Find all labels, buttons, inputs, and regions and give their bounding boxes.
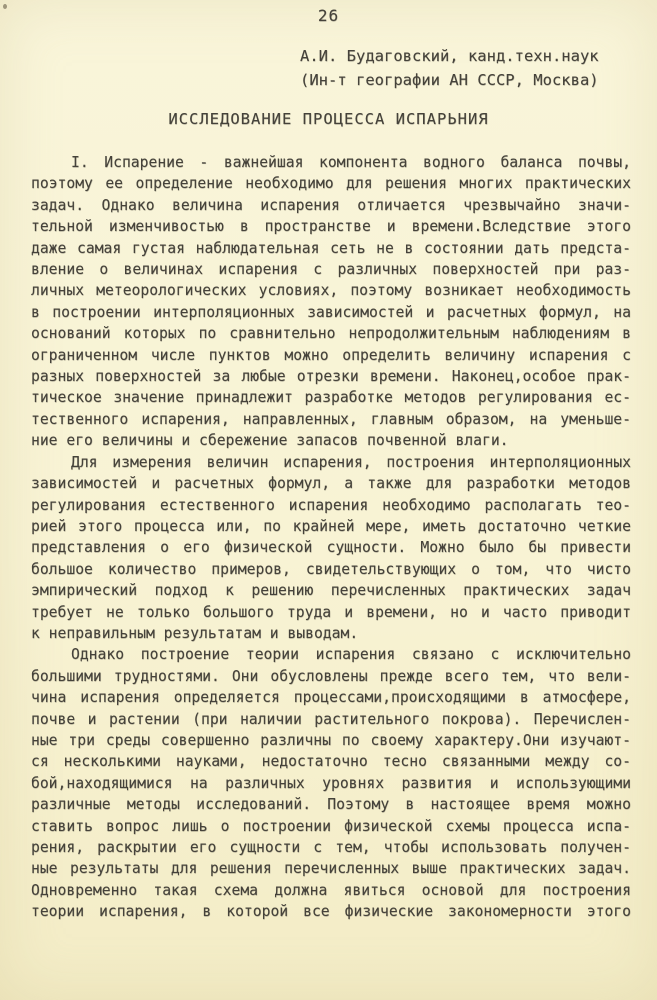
page-number: 26	[317, 6, 340, 25]
text-line: ставить вопрос лишь о построении физической схемы процесса испа-	[31, 817, 631, 835]
text-line: рией этого процесса или, по крайней мере, иметь достаточно четкие	[31, 517, 631, 535]
paragraph	[31, 152, 631, 452]
text-line: вление о величинах испарения с различных поверхностей при раз-	[31, 261, 631, 279]
author-affiliation: (Ин-т географии АН СССР, Москва)	[300, 71, 599, 89]
text-line: тественного испарения, направленных, главным образом, на уменьше-	[31, 410, 631, 428]
author-block	[300, 44, 599, 92]
paragraph	[31, 452, 631, 645]
document-title: ИССЛЕДОВАНИЕ ПРОЦЕССА ИСПАРЬНИЯ	[168, 110, 489, 128]
paragraph	[31, 644, 631, 922]
text-line: ограниченном числе пунктов можно определить величину испарения с	[31, 346, 631, 364]
text-line: эмпирический подход к решению перечисленных практических задач	[31, 582, 631, 600]
text-line: различные методы исследований. Поэтому в настоящее время можно	[31, 796, 631, 814]
text-line: регулирования естественного испарения необходимо располагать тео-	[31, 496, 631, 514]
text-line: в построении интерполяционных зависимостей и расчетных формул, на	[31, 303, 631, 321]
text-line: ные три среды совершенно различны по своему характеру.Они изучают-	[31, 731, 631, 749]
text-line: почве и растении (при наличии растительного покрова). Перечислен-	[31, 710, 631, 728]
text-line: зависимостей и расчетных формул, а также для разработки методов	[31, 475, 631, 493]
text-line: большими трудностями. Они обусловлены прежде всего тем, что вели-	[31, 667, 631, 685]
text-line: Одновременно такая схема должна явиться основой для построения	[31, 881, 631, 899]
document-body	[31, 152, 631, 923]
text-line: представления о его физической сущности. Можно было бы привести	[31, 539, 631, 557]
author-name: А.И. Будаговский, канд.техн.наук	[300, 47, 599, 65]
text-line: рения, раскрытии его сущности с тем, чтобы использовать получен-	[31, 839, 631, 856]
text-line: разных поверхностей за любые отрезки времени. Наконец,особое прак-	[31, 368, 631, 386]
text-line: личных метеорологических условиях, поэтому возникает необходимость	[31, 282, 631, 300]
text-line: теории испарения, в которой все физические закономерности этого	[31, 903, 631, 921]
text-line: бой,находящимися на различных уровнях развития и использующими	[31, 774, 631, 792]
text-line: Однако построение теории испарения связано с исключительно	[71, 646, 631, 664]
text-line: чина испарения определяется процессами,происходящими в атмосфере,	[31, 689, 631, 707]
text-line: даже самая густая наблюдательная сеть не в состоянии дать предста-	[31, 239, 631, 257]
text-line: ние его величины и сбережение запасов почвенной влаги.	[31, 432, 509, 450]
text-line: оснований которых по сравнительно непродолжительным наблюдениям в	[31, 325, 631, 343]
text-line: задач. Однако величина испарения отличается чрезвычайно значи-	[31, 196, 631, 214]
text-line: поэтому ее определение необходимо для решения многих практических	[31, 175, 631, 193]
text-line: тическое значение принадлежит разработке методов регулирования ес-	[31, 389, 631, 407]
text-line: ные результаты для решения перечисленных выше практических задач.	[31, 860, 631, 878]
text-line: требует не только большого труда и времени, но и часто приводит	[31, 603, 631, 621]
text-line: к неправильным результатам и выводам.	[31, 624, 359, 642]
text-line: I. Испарение - важнейшая компонента водного баланса почвы,	[71, 154, 631, 171]
text-line: большое количество примеров, свидетельствующих о том, что чисто	[31, 560, 631, 578]
text-line: Для измерения величин испарения, построения интерполяционных	[71, 453, 631, 471]
text-line: тельной изменчивостью в пространстве и времени.Вследствие этого	[31, 218, 631, 236]
text-line: ся несколькими науками, недостаточно тесно связанными между со-	[31, 753, 631, 771]
